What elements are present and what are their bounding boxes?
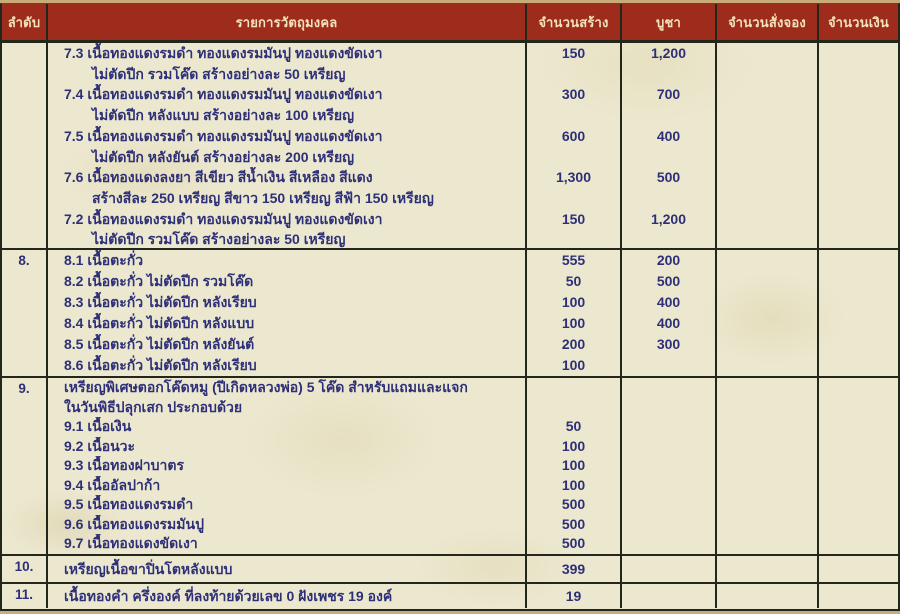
table-row bbox=[46, 378, 898, 417]
amount-cell bbox=[817, 515, 898, 535]
qty-made-cell: 50 bbox=[525, 271, 620, 292]
table-row bbox=[46, 313, 898, 334]
item-description bbox=[46, 378, 525, 417]
qty-ordered-cell bbox=[715, 584, 817, 608]
amount-cell bbox=[817, 292, 898, 313]
qty-ordered-cell bbox=[715, 84, 817, 125]
item-description-line: 9.6 เนื้อทองแดงรมมันปู bbox=[64, 515, 204, 532]
item-description bbox=[46, 437, 525, 457]
table-header-row bbox=[2, 4, 898, 43]
qty-ordered-cell bbox=[715, 167, 817, 208]
price-cell: 1,200 bbox=[620, 209, 715, 250]
item-description bbox=[46, 167, 525, 208]
table-row bbox=[46, 292, 898, 313]
amount-cell bbox=[817, 209, 898, 250]
qty-ordered-cell bbox=[715, 495, 817, 515]
item-description-line: 7.4 เนื้อทองแดงรมดำ ทองแดงรมมันปู ทองแดงขัดเงา bbox=[64, 86, 383, 103]
table-row bbox=[46, 515, 898, 535]
item-description-line: เนื้อทองคำ ครึ่งองค์ ที่ลงท้ายด้วยเลข 0 ฝังเพชร 19 องค์ bbox=[64, 588, 393, 604]
qty-ordered-cell bbox=[715, 250, 817, 271]
price-cell bbox=[620, 476, 715, 496]
item-description bbox=[46, 126, 525, 167]
price-cell bbox=[620, 584, 715, 608]
item-description-line: สร้างสีละ 250 เหรียญ สีขาว 150 เหรียญ สีฟ้า 150 เหรียญ bbox=[92, 189, 434, 206]
item-description-line: 8.6 เนื้อตะกั่ว ไม่ตัดปีก หลังเรียบ bbox=[64, 357, 257, 373]
qty-made-cell: 600 bbox=[525, 126, 620, 167]
qty-ordered-cell bbox=[715, 534, 817, 554]
qty-made-cell: 100 bbox=[525, 476, 620, 496]
item-description-line: 8.5 เนื้อตะกั่ว ไม่ตัดปีก หลังยันต์ bbox=[64, 336, 255, 352]
amount-cell bbox=[817, 417, 898, 437]
item-description bbox=[46, 476, 525, 496]
qty-ordered-cell bbox=[715, 417, 817, 437]
qty-ordered-cell bbox=[715, 515, 817, 535]
price-cell bbox=[620, 355, 715, 376]
col-header-price: บูชา bbox=[620, 4, 715, 40]
qty-ordered-cell bbox=[715, 313, 817, 334]
item-description bbox=[46, 355, 525, 376]
table-row bbox=[46, 334, 898, 355]
amount-cell bbox=[817, 584, 898, 608]
amount-cell bbox=[817, 456, 898, 476]
qty-made-cell: 300 bbox=[525, 84, 620, 125]
section-items bbox=[46, 250, 898, 376]
item-description bbox=[46, 515, 525, 535]
table-row bbox=[46, 437, 898, 457]
qty-ordered-cell bbox=[715, 126, 817, 167]
item-description bbox=[46, 495, 525, 515]
qty-ordered-cell bbox=[715, 556, 817, 582]
price-cell: 700 bbox=[620, 84, 715, 125]
item-description-line: เหรียญเนื้อขาปิ่นโตหลังแบบ bbox=[64, 561, 233, 577]
table-row bbox=[46, 43, 898, 84]
item-description bbox=[46, 584, 525, 608]
qty-made-cell: 150 bbox=[525, 209, 620, 250]
qty-ordered-cell bbox=[715, 209, 817, 250]
section-number: 11. bbox=[14, 587, 34, 602]
item-description-line: 9.5 เนื้อทองแดงรมดำ bbox=[64, 496, 194, 513]
amount-cell bbox=[817, 476, 898, 496]
table-section bbox=[2, 250, 898, 378]
col-header-amount: จำนวนเงิน bbox=[817, 4, 898, 40]
item-description-line: ไม่ตัดปีก รวมโค๊ด สร้างอย่างละ 50 เหรียญ bbox=[92, 65, 346, 82]
amount-cell bbox=[817, 495, 898, 515]
amount-cell bbox=[817, 437, 898, 457]
qty-made-cell: 500 bbox=[525, 495, 620, 515]
item-description-line: 8.4 เนื้อตะกั่ว ไม่ตัดปีก หลังแบบ bbox=[64, 315, 255, 331]
item-description-line: 8.1 เนื้อตะกั่ว bbox=[64, 252, 144, 268]
item-description-line: 9.2 เนื้อนวะ bbox=[64, 437, 136, 454]
item-description bbox=[46, 534, 525, 554]
amount-cell bbox=[817, 271, 898, 292]
item-description bbox=[46, 84, 525, 125]
col-header-qty-ordered: จำนวนสั่งจอง bbox=[715, 4, 817, 40]
qty-ordered-cell bbox=[715, 378, 817, 417]
price-cell bbox=[620, 417, 715, 437]
item-description bbox=[46, 271, 525, 292]
price-cell: 300 bbox=[620, 334, 715, 355]
item-description bbox=[46, 292, 525, 313]
section-number bbox=[2, 43, 46, 248]
item-description-line: ในวันพิธีปลุกเสก ประกอบด้วย bbox=[64, 398, 243, 415]
price-cell bbox=[620, 556, 715, 582]
qty-made-cell: 200 bbox=[525, 334, 620, 355]
table-row bbox=[46, 209, 898, 250]
amulet-price-table bbox=[0, 3, 900, 611]
qty-ordered-cell bbox=[715, 456, 817, 476]
item-description bbox=[46, 43, 525, 84]
item-description-line: 7.5 เนื้อทองแดงรมดำ ทองแดงรมมันปู ทองแดงขัดเงา bbox=[64, 127, 383, 144]
amount-cell bbox=[817, 313, 898, 334]
item-description-line: 7.2 เนื้อทองแดงรมดำ ทองแดงรมมันปู ทองแดงขัดเงา bbox=[64, 210, 383, 227]
item-description bbox=[46, 313, 525, 334]
section-items bbox=[46, 378, 898, 554]
qty-made-cell: 1,300 bbox=[525, 167, 620, 208]
amount-cell bbox=[817, 334, 898, 355]
qty-made-cell bbox=[525, 378, 620, 417]
table-body bbox=[2, 43, 898, 610]
price-cell: 200 bbox=[620, 250, 715, 271]
amount-cell bbox=[817, 534, 898, 554]
item-description-line: 8.2 เนื้อตะกั่ว ไม่ตัดปีก รวมโค๊ด bbox=[64, 273, 254, 289]
qty-made-cell: 100 bbox=[525, 355, 620, 376]
item-description-line: ไม่ตัดปีก รวมโค๊ด สร้างอย่างละ 50 เหรียญ bbox=[92, 231, 346, 248]
col-header-description: รายการวัตถุมงคล bbox=[46, 4, 525, 40]
item-description-line: 7.6 เนื้อทองแดงลงยา สีเขียว สีน้ำเงิน สีเหลือง สีแดง bbox=[64, 169, 373, 186]
qty-made-cell: 500 bbox=[525, 534, 620, 554]
price-cell: 500 bbox=[620, 271, 715, 292]
table-row bbox=[46, 271, 898, 292]
table-row bbox=[46, 495, 898, 515]
item-description bbox=[46, 334, 525, 355]
table-row bbox=[46, 556, 898, 582]
item-description bbox=[46, 250, 525, 271]
table-row bbox=[46, 534, 898, 554]
table-section bbox=[2, 556, 898, 584]
qty-made-cell: 555 bbox=[525, 250, 620, 271]
table-section bbox=[2, 43, 898, 250]
item-description-line: ไม่ตัดปีก หลังยันต์ สร้างอย่างละ 200 เหรียญ bbox=[92, 148, 355, 165]
price-cell bbox=[620, 378, 715, 417]
item-description-line: 9.3 เนื้อทองฝาบาตร bbox=[64, 457, 185, 474]
item-description-line: 7.3 เนื้อทองแดงรมดำ ทองแดงรมมันปู ทองแดงขัดเงา bbox=[64, 45, 383, 61]
price-cell bbox=[620, 495, 715, 515]
table-row bbox=[46, 476, 898, 496]
table-section bbox=[2, 378, 898, 556]
qty-made-cell: 100 bbox=[525, 313, 620, 334]
price-cell: 400 bbox=[620, 292, 715, 313]
qty-made-cell: 100 bbox=[525, 456, 620, 476]
amount-cell bbox=[817, 250, 898, 271]
qty-ordered-cell bbox=[715, 292, 817, 313]
amount-cell bbox=[817, 43, 898, 84]
amount-cell bbox=[817, 167, 898, 208]
qty-ordered-cell bbox=[715, 476, 817, 496]
price-cell bbox=[620, 456, 715, 476]
item-description-line: 8.3 เนื้อตะกั่ว ไม่ตัดปีก หลังเรียบ bbox=[64, 294, 257, 310]
amount-cell bbox=[817, 355, 898, 376]
table-row bbox=[46, 456, 898, 476]
section-items bbox=[46, 43, 898, 248]
section-number: 9. bbox=[18, 381, 30, 396]
qty-made-cell: 50 bbox=[525, 417, 620, 437]
price-cell: 500 bbox=[620, 167, 715, 208]
price-cell: 400 bbox=[620, 313, 715, 334]
col-header-no: ลำดับ bbox=[7, 14, 41, 30]
qty-ordered-cell bbox=[715, 334, 817, 355]
col-header-qty-made: จำนวนสร้าง bbox=[525, 4, 620, 40]
item-description-line: 9.1 เนื้อเงิน bbox=[64, 418, 132, 435]
amount-cell bbox=[817, 126, 898, 167]
table-row bbox=[46, 167, 898, 208]
item-description bbox=[46, 417, 525, 437]
table-row bbox=[46, 355, 898, 376]
table-section bbox=[2, 584, 898, 610]
amount-cell bbox=[817, 84, 898, 125]
item-description-line: 9.7 เนื้อทองแดงขัดเงา bbox=[64, 535, 198, 552]
item-description-line: ไม่ตัดปีก หลังแบบ สร้างอย่างละ 100 เหรียญ bbox=[92, 107, 355, 124]
item-description bbox=[46, 556, 525, 582]
qty-ordered-cell bbox=[715, 43, 817, 84]
section-number: 8. bbox=[18, 253, 30, 268]
qty-made-cell: 100 bbox=[525, 437, 620, 457]
table-row bbox=[46, 584, 898, 608]
item-description-line: เหรียญพิเศษตอกโค๊ดหมู (ปีเกิดหลวงพ่อ) 5 โค๊ด สำหรับแถมและแจก bbox=[64, 379, 468, 395]
section-items bbox=[46, 556, 898, 582]
table-row bbox=[46, 250, 898, 271]
amount-cell bbox=[817, 378, 898, 417]
qty-ordered-cell bbox=[715, 355, 817, 376]
section-items bbox=[46, 584, 898, 610]
item-description bbox=[46, 456, 525, 476]
qty-made-cell: 500 bbox=[525, 515, 620, 535]
table-row bbox=[46, 126, 898, 167]
qty-made-cell: 19 bbox=[525, 584, 620, 608]
price-cell: 400 bbox=[620, 126, 715, 167]
qty-made-cell: 100 bbox=[525, 292, 620, 313]
qty-ordered-cell bbox=[715, 437, 817, 457]
qty-made-cell: 399 bbox=[525, 556, 620, 582]
table-row bbox=[46, 84, 898, 125]
price-cell bbox=[620, 437, 715, 457]
table-row bbox=[46, 417, 898, 437]
amount-cell bbox=[817, 556, 898, 582]
price-cell bbox=[620, 534, 715, 554]
item-description-line: 9.4 เนื้ออัลปาก้า bbox=[64, 476, 161, 493]
qty-made-cell: 150 bbox=[525, 43, 620, 84]
section-number: 10. bbox=[14, 559, 34, 574]
item-description bbox=[46, 209, 525, 250]
qty-ordered-cell bbox=[715, 271, 817, 292]
price-cell bbox=[620, 515, 715, 535]
price-cell: 1,200 bbox=[620, 43, 715, 84]
